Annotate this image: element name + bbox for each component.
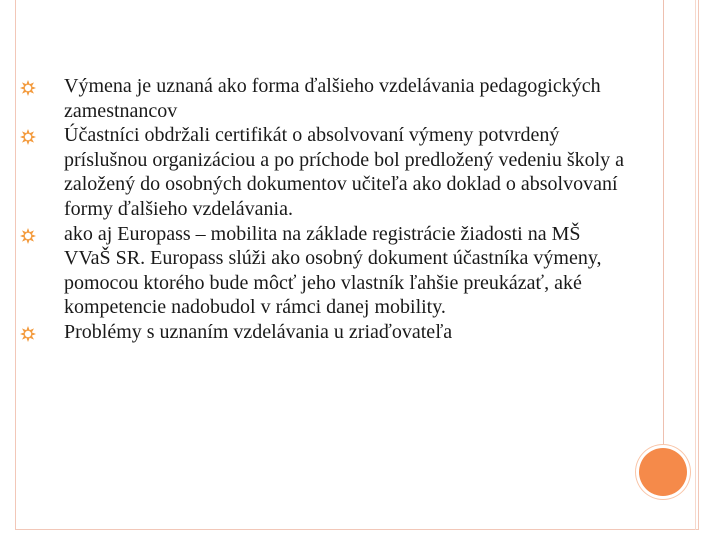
frame-inner-line: [695, 0, 696, 530]
sun-bullet-icon: [20, 228, 36, 244]
decorative-vertical-line: [663, 0, 664, 452]
sun-bullet-icon: [20, 326, 36, 342]
slide-content: [20, 74, 630, 345]
bullet-item: [20, 320, 630, 345]
decorative-orange-circle: [639, 448, 687, 496]
sun-bullet-icon: [20, 80, 36, 96]
bullet-list: [20, 74, 630, 345]
bullet-text: ako aj Europass – mobilita na základe registrácie žiadosti na MŠ VVaŠ SR. Europass slúži ako osobný dokument účastníka výmeny, pomocou ktorého bude môcť jeho vlastník ľahšie preukázať, aké kompetencie nadobudol v rámci danej mobility.: [64, 222, 602, 319]
bullet-text: Problémy s uznaním vzdelávania u zriaďovateľa: [64, 320, 453, 343]
bullet-item: [20, 74, 630, 123]
sun-bullet-icon: [20, 129, 36, 145]
bullet-item: [20, 123, 630, 221]
bullet-text: Účastníci obdržali certifikát o absolvovaní výmeny potvrdený príslušnou organizáciou a po príchode bol predložený vedeniu školy a založený do osobných dokumentov učiteľa ako doklad o absolvovaní formy ďalšieho vzdelávania.: [64, 124, 625, 220]
bullet-text: Výmena je uznaná ako forma ďalšieho vzdelávania pedagogických zamestnancov: [64, 75, 601, 122]
bullet-item: [20, 222, 630, 320]
